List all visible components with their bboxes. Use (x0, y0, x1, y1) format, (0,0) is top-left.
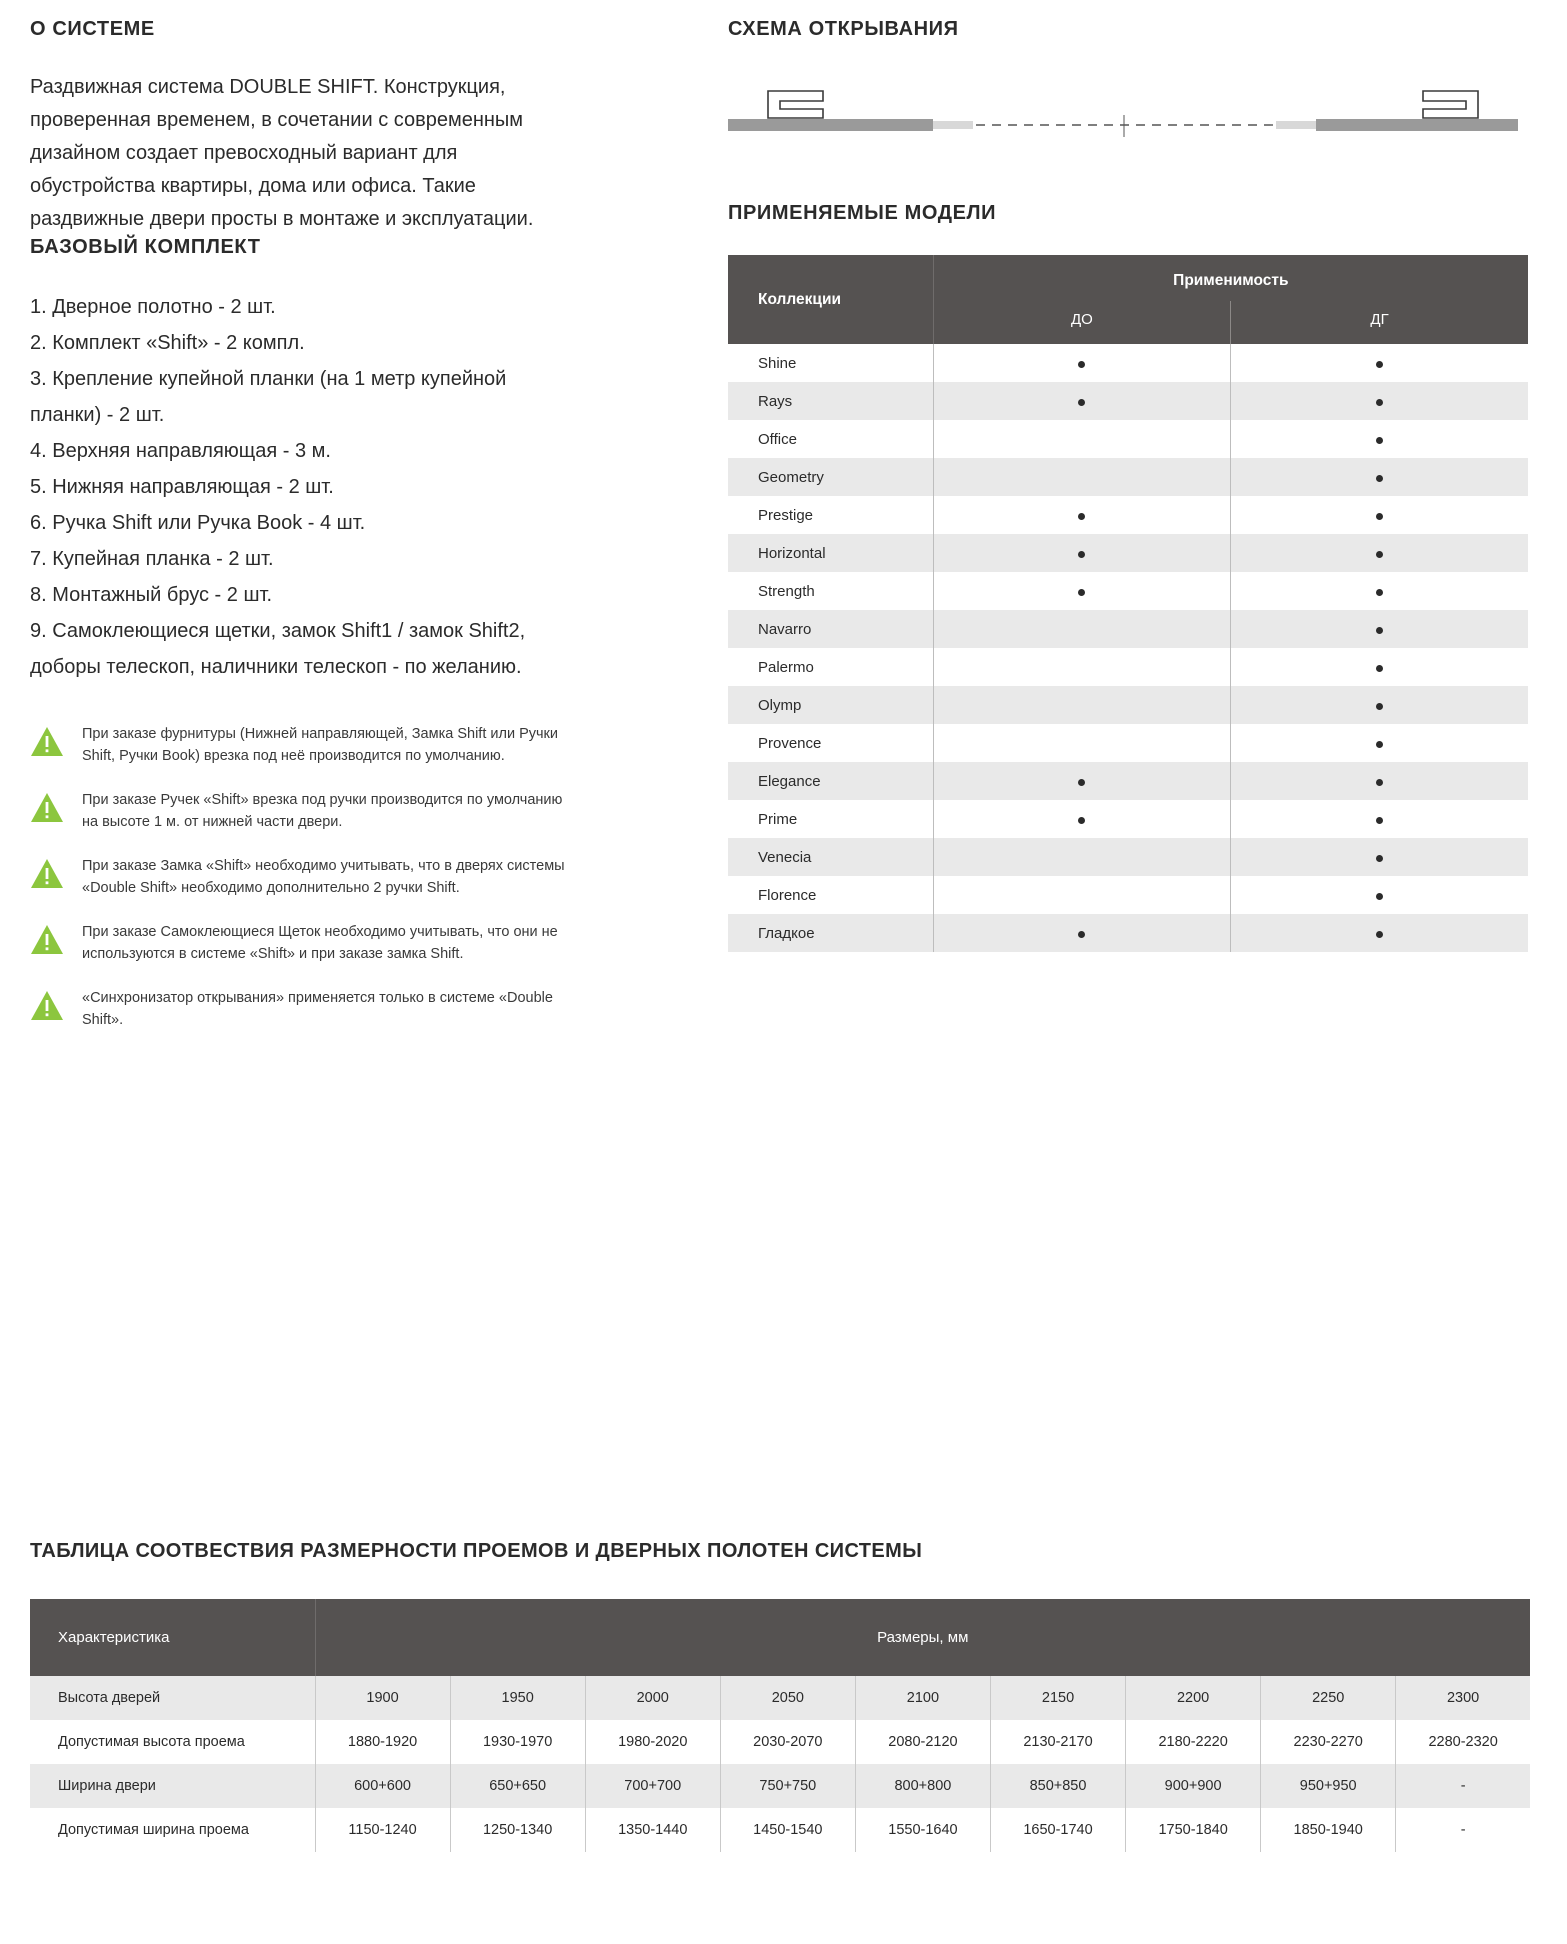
cell: 2250 (1261, 1676, 1396, 1720)
cell: 2180-2220 (1126, 1720, 1261, 1764)
table-row (728, 458, 1528, 496)
cell-dg (1231, 686, 1528, 724)
model-name: Prestige (758, 506, 814, 524)
table-row (30, 1676, 1530, 1720)
model-name: Geometry (728, 458, 933, 496)
cell: 2280-2320 (1396, 1720, 1530, 1764)
model-name: Venecia (728, 838, 933, 876)
cell: 1850-1940 (1261, 1808, 1396, 1852)
cell-do (933, 762, 1230, 800)
cell: 900+900 (1126, 1764, 1261, 1808)
cell: 2230-2270 (1261, 1720, 1396, 1764)
about-title: О СИСТЕМЕ (30, 18, 155, 40)
cell-do (933, 914, 1230, 952)
cell: 1750-1840 (1126, 1808, 1261, 1852)
cell-do (933, 876, 1230, 914)
note-text: При заказе фурнитуры (Нижней направляющей, Замка Shift или Ручки Shift, Ручки Book) врезка под неё производится по умолчанию. (82, 726, 558, 764)
model-name: Гладкое (728, 914, 933, 952)
list-item: 5. Нижняя направляющая - 2 шт. (30, 476, 334, 498)
cell-dg (1231, 876, 1528, 914)
warning-icon (30, 791, 64, 825)
table-row (728, 496, 1528, 534)
cell-dg (1231, 648, 1528, 686)
dimensions-table-body (30, 1676, 1530, 1852)
cell: 2050 (720, 1676, 855, 1720)
cell: 600+600 (315, 1764, 450, 1808)
cell: 800+800 (855, 1764, 990, 1808)
col-dg: ДГ (1231, 301, 1528, 344)
cell-dg (1231, 534, 1528, 572)
cell-do (933, 648, 1230, 686)
table-row (30, 1720, 1530, 1764)
cell-do (933, 572, 1230, 610)
cell-dg (1231, 800, 1528, 838)
cell: 1900 (315, 1676, 450, 1720)
list-item: 9. Самоклеющиеся щетки, замок Shift1 / замок Shift2, доборы телескоп, наличники телескоп - по желанию. (30, 620, 526, 678)
table-row (30, 1808, 1530, 1852)
model-name: Rays (728, 382, 933, 420)
kit-list (30, 289, 570, 685)
models-table-body (728, 344, 1528, 952)
cell: 1980-2020 (585, 1720, 720, 1764)
table-row (728, 534, 1528, 572)
dimensions-section (30, 1540, 1540, 1852)
models-table (728, 255, 1528, 952)
cell: 2150 (990, 1676, 1125, 1720)
cell: - (1396, 1808, 1530, 1852)
notes-block (30, 723, 570, 1031)
model-name: Elegance (728, 762, 933, 800)
cell-do (933, 534, 1230, 572)
model-name: Office (758, 430, 797, 448)
cell: 2300 (1396, 1676, 1530, 1720)
table-row (728, 686, 1528, 724)
row-label: Допустимая высота проема (30, 1720, 315, 1764)
table-row (728, 724, 1528, 762)
list-item: 6. Ручка Shift или Ручка Book - 4 шт. (30, 512, 366, 534)
warning-icon (30, 923, 64, 957)
model-name: Provence (758, 734, 822, 752)
cell-dg (1231, 838, 1528, 876)
row-label: Допустимая ширина проема (30, 1808, 315, 1852)
cell: 850+850 (990, 1764, 1125, 1808)
table-row (728, 344, 1528, 382)
list-item: 1. Дверное полотно - 2 шт. (30, 296, 276, 318)
cell-dg (1231, 610, 1528, 648)
note-text: При заказе Замка «Shift» необходимо учитывать, что в дверях системы «Double Shift» необходимо дополнительно 2 ручки Shift. (82, 858, 565, 896)
table-row (728, 648, 1528, 686)
cell-dg (1231, 420, 1528, 458)
col-do: ДО (933, 301, 1230, 344)
table-row (728, 382, 1528, 420)
row-label: Ширина двери (30, 1764, 315, 1808)
cell-dg (1231, 572, 1528, 610)
right-column (728, 18, 1538, 952)
models-title: ПРИМЕНЯЕМЫЕ МОДЕЛИ (728, 202, 997, 224)
about-text: Раздвижная система DOUBLE SHIFT. Конструкция, проверенная временем, в сочетании с современным дизайном создает превосходный вариант для обустройства квартиры, дома или офиса. Такие раздвижные двери просты в монтаже и эксплуатации. (30, 76, 534, 230)
model-name: Florence (758, 886, 817, 904)
note-item (30, 921, 570, 965)
model-name: Navarro (728, 610, 933, 648)
cell-do (933, 800, 1230, 838)
cell-do (933, 838, 1230, 876)
opening-scheme-diagram (728, 71, 1508, 166)
table-row (728, 610, 1528, 648)
cell: 2080-2120 (855, 1720, 990, 1764)
cell: 950+950 (1261, 1764, 1396, 1808)
cell: 2100 (855, 1676, 990, 1720)
table-row (728, 572, 1528, 610)
cell: 750+750 (720, 1764, 855, 1808)
dimensions-table (30, 1599, 1530, 1852)
cell: 1950 (450, 1676, 585, 1720)
cell-do (933, 610, 1230, 648)
model-name: Palermo (758, 658, 814, 676)
warning-icon (30, 989, 64, 1023)
note-text: «Синхронизатор открывания» применяется только в системе «Double Shift». (82, 990, 553, 1028)
cell-dg (1231, 496, 1528, 534)
cell: 2030-2070 (720, 1720, 855, 1764)
note-text: При заказе Ручек «Shift» врезка под ручки производится по умолчанию на высоте 1 м. от нижней части двери. (82, 792, 563, 830)
cell: 1550-1640 (855, 1808, 990, 1852)
cell: 1150-1240 (315, 1808, 450, 1852)
cell: - (1396, 1764, 1530, 1808)
model-name: Prime (758, 810, 798, 828)
list-item: 7. Купейная планка - 2 шт. (30, 548, 274, 570)
table-row (728, 800, 1528, 838)
cell: 700+700 (585, 1764, 720, 1808)
list-item: 3. Крепление купейной планки (на 1 метр купейной планки) - 2 шт. (30, 368, 507, 426)
warning-icon (30, 857, 64, 891)
cell: 1250-1340 (450, 1808, 585, 1852)
model-name: Horizontal (728, 534, 933, 572)
cell-dg (1231, 382, 1528, 420)
row-label: Высота дверей (30, 1676, 315, 1720)
cell: 2200 (1126, 1676, 1261, 1720)
cell-do (933, 686, 1230, 724)
table-header-row (728, 255, 1528, 301)
table-row (728, 420, 1528, 458)
col-characteristic: Характеристика (30, 1599, 315, 1676)
cell: 1350-1440 (585, 1808, 720, 1852)
cell: 1450-1540 (720, 1808, 855, 1852)
cell-dg (1231, 344, 1528, 382)
cell-do (933, 344, 1230, 382)
note-text: При заказе Самоклеющиеся Щеток необходимо учитывать, что они не используются в системе «Shift» и при заказе замка Shift. (82, 924, 558, 962)
note-item (30, 723, 570, 767)
list-item: 8. Монтажный брус - 2 шт. (30, 584, 273, 606)
cell-dg (1231, 724, 1528, 762)
note-item (30, 789, 570, 833)
table-row (728, 914, 1528, 952)
cell-do (933, 420, 1230, 458)
note-item (30, 855, 570, 899)
model-name: Olymp (728, 686, 933, 724)
col-sizes: Размеры, мм (315, 1599, 1530, 1676)
col-applicability: Применимость (1173, 272, 1289, 289)
table-header-row (30, 1599, 1530, 1676)
dimensions-title: ТАБЛИЦА СООТВЕСТВИЯ РАЗМЕРНОСТИ ПРОЕМОВ И ДВЕРНЫХ ПОЛОТЕН СИСТЕМЫ (30, 1540, 923, 1562)
left-column (30, 18, 570, 1053)
cell: 1930-1970 (450, 1720, 585, 1764)
cell: 2000 (585, 1676, 720, 1720)
model-name: Shine (758, 354, 797, 372)
cell-do (933, 496, 1230, 534)
cell-do (933, 382, 1230, 420)
table-row (728, 838, 1528, 876)
cell: 2130-2170 (990, 1720, 1125, 1764)
note-item (30, 987, 570, 1031)
cell: 1880-1920 (315, 1720, 450, 1764)
kit-title: БАЗОВЫЙ КОМПЛЕКТ (30, 236, 261, 258)
warning-icon (30, 725, 64, 759)
col-collections: Коллекции (728, 255, 933, 344)
list-item: 2. Комплект «Shift» - 2 компл. (30, 332, 305, 354)
table-row (728, 762, 1528, 800)
cell-dg (1231, 762, 1528, 800)
cell-dg (1231, 914, 1528, 952)
model-name: Strength (758, 582, 815, 600)
cell: 1650-1740 (990, 1808, 1125, 1852)
list-item: 4. Верхняя направляющая - 3 м. (30, 440, 331, 462)
cell-do (933, 724, 1230, 762)
scheme-title: СХЕМА ОТКРЫВАНИЯ (728, 18, 959, 40)
cell: 650+650 (450, 1764, 585, 1808)
table-row (30, 1764, 1530, 1808)
about-text-block (30, 71, 570, 236)
cell-dg (1231, 458, 1528, 496)
table-row (728, 876, 1528, 914)
cell-do (933, 458, 1230, 496)
